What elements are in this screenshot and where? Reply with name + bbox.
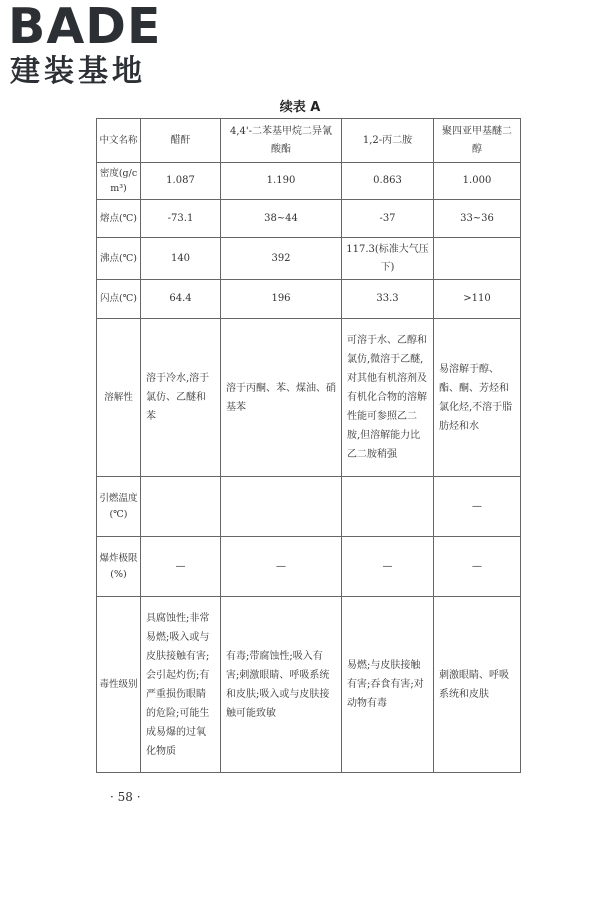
row-label-solubility: 溶解性 (97, 319, 141, 477)
table-header-row (97, 119, 521, 163)
table-cell: 64.4 (141, 280, 221, 319)
row-label-melting-point: 熔点(℃) (97, 200, 141, 238)
header-col-propanediamine: 1,2-丙二胺 (342, 119, 434, 163)
page-number: · 58 · (110, 790, 141, 804)
table-cell: -37 (342, 200, 434, 238)
row-label-density: 密度(g/cm³) (97, 163, 141, 200)
table-cell: — (434, 477, 521, 537)
table-cell (342, 477, 434, 537)
table-row-boiling-point (97, 238, 521, 280)
table-row-ignition-temp (97, 477, 521, 537)
table-cell: — (141, 537, 221, 597)
table-cell (434, 238, 521, 280)
table-cell: 易溶解于醇、酯、酮、芳烃和氯化烃,不溶于脂肪烃和水 (434, 319, 521, 477)
table-row-flash-point (97, 280, 521, 319)
table-cell: 33.3 (342, 280, 434, 319)
table-row-solubility (97, 319, 521, 477)
table-cell: 刺激眼睛、呼吸系统和皮肤 (434, 597, 521, 773)
table-cell: 117.3(标准大气压下) (342, 238, 434, 280)
table-cell: 0.863 (342, 163, 434, 200)
table-cell: 溶于冷水,溶于氯仿、乙醚和苯 (141, 319, 221, 477)
table-row-melting-point (97, 200, 521, 238)
bade-logo (8, 2, 188, 97)
table-cell: — (221, 537, 342, 597)
table-row-density (97, 163, 521, 200)
table-row-explosion-limit (97, 537, 521, 597)
table-cell: 38~44 (221, 200, 342, 238)
row-label-flash-point: 闪点(℃) (97, 280, 141, 319)
table-row-toxicity (97, 597, 521, 773)
logo-brand-text: BADE (8, 0, 162, 55)
header-col-acetic-anhydride: 醋酐 (141, 119, 221, 163)
table-cell: 具腐蚀性;非常易燃;吸入或与皮肤接触有害;会引起灼伤;有严重损伤眼睛的危险;可能生成易爆的过氧化物质 (141, 597, 221, 773)
table-cell: -73.1 (141, 200, 221, 238)
table-cell: 196 (221, 280, 342, 319)
table-cell: 可溶于水、乙醇和氯仿,微溶于乙醚,对其他有机溶剂及有机化合物的溶解性能可参照乙二胺,但溶解能力比乙二胺稍强 (342, 319, 434, 477)
table-cell: 33~36 (434, 200, 521, 238)
table-title: 续表 A (279, 100, 321, 115)
row-label-toxicity: 毒性级别 (97, 597, 141, 773)
table-cell: 1.190 (221, 163, 342, 200)
table-cell (221, 477, 342, 537)
table-cell: 140 (141, 238, 221, 280)
row-label-boiling-point: 沸点(℃) (97, 238, 141, 280)
header-col-ptmeg: 聚四亚甲基醚二醇 (434, 119, 521, 163)
table-cell: 1.087 (141, 163, 221, 200)
table-cell: 有毒;带腐蚀性;吸入有害;刺激眼睛、呼吸系统和皮肤;吸入或与皮肤接触可能致敏 (221, 597, 342, 773)
table-cell: — (342, 537, 434, 597)
table-cell: 溶于丙酮、苯、煤油、硝基苯 (221, 319, 342, 477)
table-cell (141, 477, 221, 537)
logo-subtitle: 建装基地 (10, 54, 146, 89)
table-cell: 易燃;与皮肤接触有害;吞食有害;对动物有毒 (342, 597, 434, 773)
table-cell: 392 (221, 238, 342, 280)
header-label: 中文名称 (97, 119, 141, 163)
table-cell: — (434, 537, 521, 597)
header-col-mdi: 4,4'-二苯基甲烷二异氰酸酯 (221, 119, 342, 163)
table-cell: >110 (434, 280, 521, 319)
properties-table (96, 118, 521, 773)
row-label-explosion-limit: 爆炸极限(%) (97, 537, 141, 597)
row-label-ignition-temp: 引燃温度(℃) (97, 477, 141, 537)
table-cell: 1.000 (434, 163, 521, 200)
